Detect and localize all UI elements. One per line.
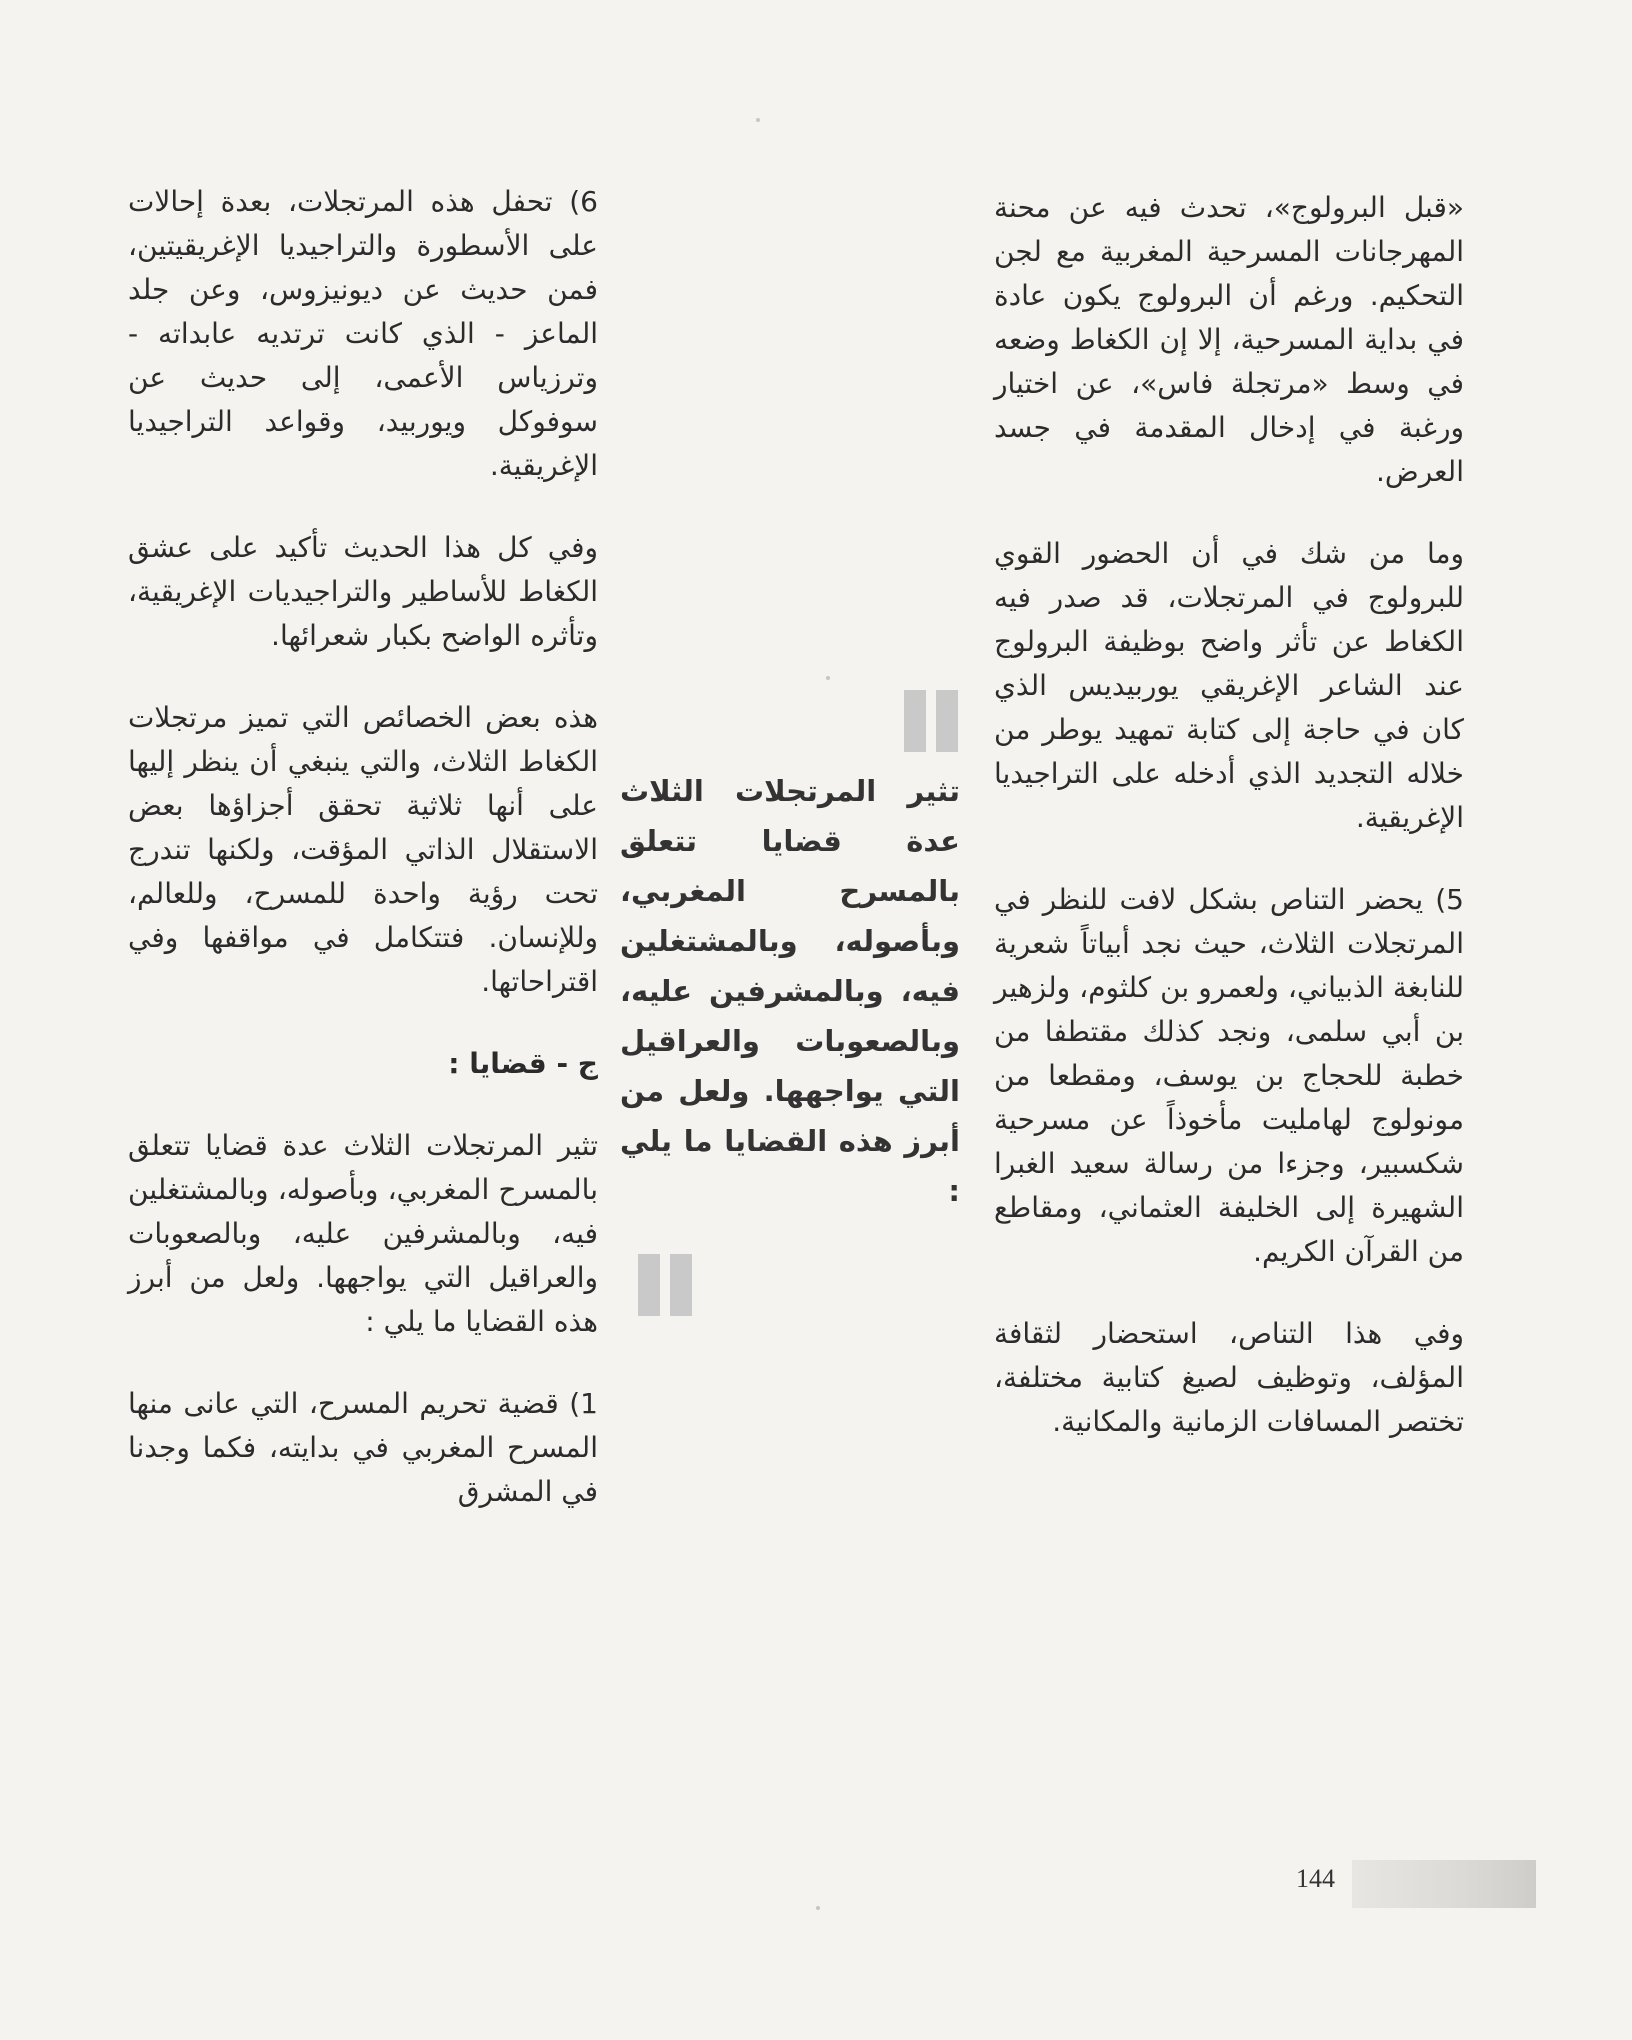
left-column	[128, 180, 598, 1552]
page-number: 144	[1296, 1864, 1335, 1893]
left-paragraph-3: هذه بعض الخصائص التي تميز مرتجلات الكغاط الثلاث، والتي ينبغي أن ينظر إليها على أنها ثلاثية تحقق أجزاؤها بعض الاستقلال الذاتي المؤقت، ولكنها تندرج تحت رؤية واحدة للمسرح، وللعالم، وللإنسان. فتتكامل في مواقفها وفي اقتراحاتها.	[128, 701, 598, 998]
right-paragraph-4: وفي هذا التناص، استحضار لثقافة المؤلف، وتوظيف لصيغ كتابية مختلفة، تختصر المسافات الزمانية والمكانية.	[994, 1317, 1464, 1438]
scan-speck	[826, 676, 830, 680]
left-paragraph-4: تثير المرتجلات الثلاث عدة قضايا تتعلق بالمسرح المغربي، وبأصوله، وبالمشتغلين فيه، وبالمشرفين عليه، وبالصعوبات والعراقيل التي يواجهها. ولعل من أبرز هذه القضايا ما يلي :	[128, 1129, 598, 1338]
right-paragraph-1: «قبل البرولوج»، تحدث فيه عن محنة المهرجانات المسرحية المغربية مع لجن التحكيم. ورغم أن البرولوج يكون عادة في بداية المسرحية، إلا إن الكغاط وضعه في وسط «مرتجلة فاس»، عن اختيار ورغبة في إدخال المقدمة في جسد العرض.	[994, 191, 1464, 488]
right-paragraph-3: 5) يحضر التناص بشكل لافت للنظر في المرتجلات الثلاث، حيث نجد أبياتاً شعرية للنابغة الذبياني، ولعمرو بن كلثوم، ولزهير بن أبي سلمى، ونجد كذلك مقتطفا من خطبة للحجاج بن يوسف، ومقطعا من مونولوج لهامليت مأخوذاً عن مسرحية شكسبير، وجزءا من رسالة سعيد الغبرا الشهيرة إلى الخليفة العثماني، ومقاطع من القرآن الكريم.	[994, 883, 1464, 1268]
left-paragraph-1: 6) تحفل هذه المرتجلات، بعدة إحالات على الأسطورة والتراجيديا الإغريقيتين، فمن حديث عن ديونيزوس، وعن جلد الماعز - الذي كانت ترتديه عابداته - وترزياس الأعمى، إلى حديث عن سوفوكل ويوربيد، وقواعد التراجيديا الإغريقية.	[128, 185, 598, 482]
right-column	[994, 186, 1464, 1482]
scan-speck	[756, 118, 760, 122]
magazine-logo-band	[1352, 1860, 1536, 1908]
section-heading: ج - قضايا :	[448, 1047, 598, 1080]
left-paragraph-2: وفي كل هذا الحديث تأكيد على عشق الكغاط للأساطير والتراجيديات الإغريقية، وتأثره الواضح بكبار شعرائها.	[128, 531, 598, 652]
pull-quote: تثير المرتجلات الثلاث عدة قضايا تتعلق بالمسرح المغربي، وبأصوله، وبالمشتغلين فيه، وبالمشرفين عليه، وبالصعوبات والعراقيل التي يواجهها. ولعل من أبرز هذه القضايا ما يلي :	[620, 774, 960, 1208]
pull-quote-open-mark-icon	[904, 690, 962, 752]
scan-speck	[816, 1906, 820, 1910]
right-paragraph-2: وما من شك في أن الحضور القوي للبرولوج في المرتجلات، قد صدر فيه الكغاط عن تأثر واضح بوظيفة البرولوج عند الشاعر الإغريقي يوربيديس الذي كان في حاجة إلى كتابة تمهيد يوطر من خلاله التجديد الذي أدخله على التراجيديا الإغريقية.	[994, 537, 1464, 834]
pull-quote-close-mark-icon	[638, 1254, 696, 1316]
left-paragraph-5: 1) قضية تحريم المسرح، التي عانى منها المسرح المغربي في بدايته، فكما وجدنا في المشرق	[128, 1387, 598, 1508]
